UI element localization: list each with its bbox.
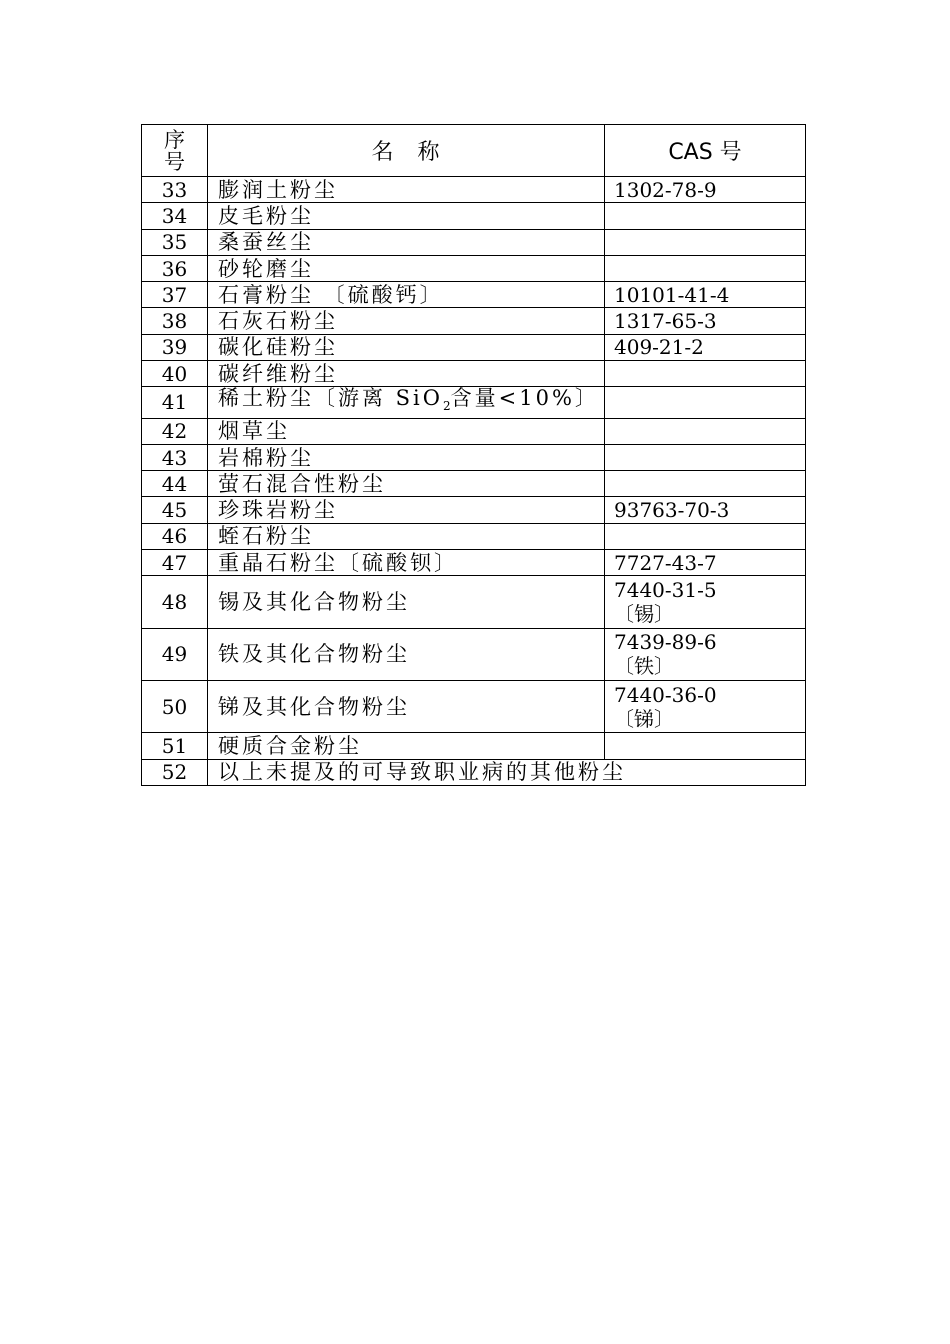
row-number: 46 [142, 523, 208, 549]
row-name: 铁及其化合物粉尘 [208, 628, 605, 680]
row-cas: 10101-41-4 [605, 282, 806, 308]
dust-list-table [141, 124, 806, 786]
row-name-prefix: 稀土粉尘〔游离 SiO [218, 386, 443, 411]
header-name: 名 称 [208, 125, 605, 177]
row-name: 膨润土粉尘 [208, 177, 605, 203]
row-name: 锡及其化合物粉尘 [208, 576, 605, 628]
table-row [142, 177, 806, 203]
table-row [142, 471, 806, 497]
row-cas [605, 680, 806, 732]
row-name: 锑及其化合物粉尘 [208, 680, 605, 732]
row-name: 石膏粉尘 〔硫酸钙〕 [208, 282, 605, 308]
table-row [142, 497, 806, 523]
row-cas [605, 471, 806, 497]
row-number: 45 [142, 497, 208, 523]
row-cas-number: 7440-36-0 [614, 682, 717, 707]
row-cas: 1317-65-3 [605, 308, 806, 334]
row-number: 39 [142, 334, 208, 360]
row-number: 35 [142, 229, 208, 255]
table-row [142, 523, 806, 549]
row-number: 48 [142, 576, 208, 628]
row-cas [605, 418, 806, 444]
table-row [142, 733, 806, 759]
row-name: 砂轮磨尘 [208, 255, 605, 281]
row-number: 40 [142, 361, 208, 387]
table-row [142, 255, 806, 281]
row-name: 碳纤维粉尘 [208, 361, 605, 387]
table-row [142, 680, 806, 732]
table-row [142, 203, 806, 229]
row-cas [605, 733, 806, 759]
row-number: 42 [142, 418, 208, 444]
table-header-row [142, 125, 806, 177]
row-cas-note: 〔锑〕 [614, 706, 674, 731]
row-number: 50 [142, 680, 208, 732]
table-row [142, 759, 806, 785]
row-number: 36 [142, 255, 208, 281]
row-cas: 7727-43-7 [605, 550, 806, 576]
header-serial-number [142, 125, 208, 177]
table-row [142, 387, 806, 418]
row-name-suffix: 含量<10%〕 [450, 386, 599, 411]
row-number: 34 [142, 203, 208, 229]
row-cas [605, 576, 806, 628]
row-name: 碳化硅粉尘 [208, 334, 605, 360]
row-cas [605, 203, 806, 229]
row-cas: 1302-78-9 [605, 177, 806, 203]
table-row [142, 361, 806, 387]
row-number: 38 [142, 308, 208, 334]
header-cas-number: CAS 号 [605, 125, 806, 177]
row-cas [605, 255, 806, 281]
table-row [142, 282, 806, 308]
row-name-subscript: 2 [443, 399, 451, 414]
row-cas [605, 444, 806, 470]
table-row [142, 576, 806, 628]
row-number: 41 [142, 387, 208, 418]
row-number: 33 [142, 177, 208, 203]
row-cas-number: 7440-31-5 [614, 577, 717, 602]
row-cas: 409-21-2 [605, 334, 806, 360]
row-cas-note: 〔铁〕 [614, 654, 674, 679]
table-row [142, 334, 806, 360]
table-row [142, 229, 806, 255]
row-name: 岩棉粉尘 [208, 444, 605, 470]
row-number: 37 [142, 282, 208, 308]
row-cas [605, 628, 806, 680]
row-name: 以上未提及的可导致职业病的其他粉尘 [208, 759, 806, 785]
row-name: 桑蚕丝尘 [208, 229, 605, 255]
row-cas [605, 387, 806, 418]
table-row [142, 418, 806, 444]
row-cas-number: 7439-89-6 [614, 630, 717, 655]
row-cas [605, 523, 806, 549]
header-serial-line2: 号 [164, 149, 185, 174]
table-row [142, 444, 806, 470]
row-name [208, 387, 605, 418]
table-row [142, 308, 806, 334]
header-serial-line1: 序 [164, 127, 185, 152]
row-number: 47 [142, 550, 208, 576]
row-name: 珍珠岩粉尘 [208, 497, 605, 523]
row-name: 皮毛粉尘 [208, 203, 605, 229]
row-number: 51 [142, 733, 208, 759]
row-number: 44 [142, 471, 208, 497]
table-row [142, 550, 806, 576]
row-name: 硬质合金粉尘 [208, 733, 605, 759]
row-number: 43 [142, 444, 208, 470]
row-number: 52 [142, 759, 208, 785]
row-name: 萤石混合性粉尘 [208, 471, 605, 497]
row-number: 49 [142, 628, 208, 680]
row-name: 烟草尘 [208, 418, 605, 444]
row-name: 石灰石粉尘 [208, 308, 605, 334]
row-cas [605, 229, 806, 255]
table-row [142, 628, 806, 680]
row-cas [605, 361, 806, 387]
row-cas: 93763-70-3 [605, 497, 806, 523]
row-cas-note: 〔锡〕 [614, 601, 674, 626]
row-name: 蛭石粉尘 [208, 523, 605, 549]
row-name: 重晶石粉尘〔硫酸钡〕 [208, 550, 605, 576]
